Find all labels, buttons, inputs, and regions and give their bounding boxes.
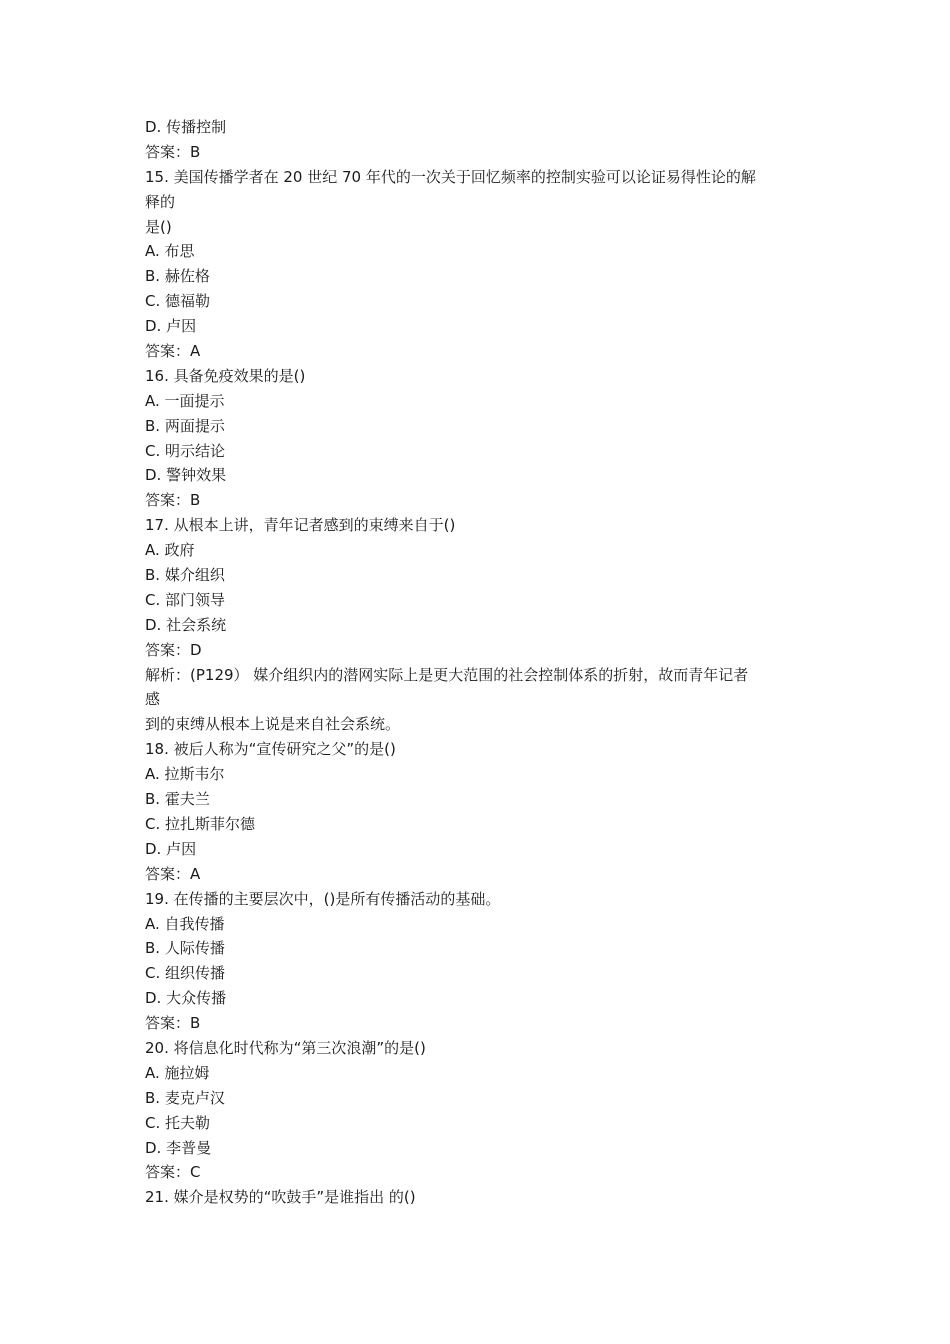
text-line: 感 xyxy=(145,690,161,709)
answer-line: 答案：D xyxy=(145,640,202,659)
option-d: D. 卢因 xyxy=(145,317,197,336)
option-a: A. 拉斯韦尔 xyxy=(145,765,225,784)
text-line: D. 传播控制 xyxy=(145,118,227,136)
answer-line: 答案：A xyxy=(145,342,201,361)
question-19: 19. 在传播的主要层次中，()是所有传播活动的基础。 xyxy=(145,889,501,908)
option-a: A. 政府 xyxy=(145,541,195,560)
answer-line: 答案：B xyxy=(145,142,201,161)
option-d: D. 警钟效果 xyxy=(145,466,227,485)
question-16: 16. 具备免疫效果的是() xyxy=(145,366,306,385)
answer-line: 答案：B xyxy=(145,491,201,510)
option-c: C. 德福勒 xyxy=(145,292,211,311)
option-a: A. 一面提示 xyxy=(145,391,225,410)
option-d: D. 卢因 xyxy=(145,839,197,858)
answer-line: 答案：A xyxy=(145,864,201,883)
option-b: B. 两面提示 xyxy=(145,416,225,435)
question-20: 20. 将信息化时代称为“第三次浪潮”的是() xyxy=(145,1038,426,1057)
text-line: 释的 xyxy=(145,192,176,211)
question-18: 18. 被后人称为“宣传研究之父”的是() xyxy=(145,740,396,759)
answer-line: 答案：C xyxy=(145,1163,201,1182)
option-a: A. 自我传播 xyxy=(145,914,225,933)
option-d: D. 社会系统 xyxy=(145,615,227,634)
option-d: D. 李普曼 xyxy=(145,1138,212,1157)
question-21: 21. 媒介是权势的“吹鼓手”是谁指出 的() xyxy=(145,1188,416,1207)
option-c: C. 托夫勒 xyxy=(145,1113,211,1132)
option-b: B. 赫佐格 xyxy=(145,267,210,286)
option-b: B. 麦克卢汉 xyxy=(145,1088,225,1107)
document-text xyxy=(145,115,815,1210)
text-line: 到的束缚从根本上说是来自社会系统。 xyxy=(145,715,401,734)
explanation-line: 解析：(P129） 媒介组织内的潜网实际上是更大范围的社会控制体系的折射，故而青年记者 xyxy=(145,665,749,684)
option-b: B. 媒介组织 xyxy=(145,566,225,585)
option-c: C. 组织传播 xyxy=(145,964,226,983)
option-c: C. 部门领导 xyxy=(145,590,226,609)
option-a: A. 施拉姆 xyxy=(145,1063,210,1082)
option-c: C. 拉扎斯菲尔德 xyxy=(145,814,256,833)
option-b: B. 人际传播 xyxy=(145,939,225,958)
question-15: 15. 美国传播学者在 20 世纪 70 年代的一次关于回忆频率的控制实验可以论证易得性论的解 xyxy=(145,167,756,186)
option-d: D. 大众传播 xyxy=(145,989,227,1008)
option-c: C. 明示结论 xyxy=(145,441,226,460)
answer-line: 答案：B xyxy=(145,1014,201,1033)
question-17: 17. 从根本上讲，青年记者感到的束缚来自于() xyxy=(145,516,456,535)
option-b: B. 霍夫兰 xyxy=(145,790,210,809)
option-a: A. 布思 xyxy=(145,242,195,261)
text-line: 是() xyxy=(145,217,172,236)
